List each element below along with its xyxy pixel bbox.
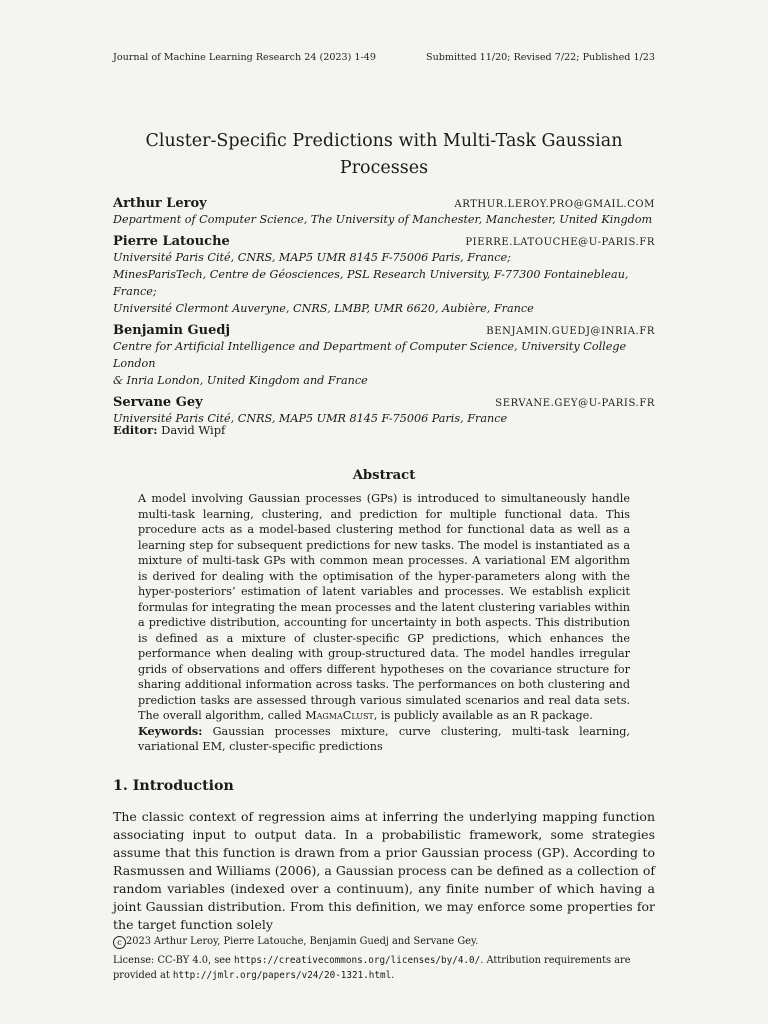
author-affiliation: & Inria London, United Kingdom and France [113,374,368,387]
abstract-text-main: A model involving Gaussian processes (GPs) is introduced to simultaneously handle multi-task learning, clustering, and prediction for multiple functional data. This procedure acts as a model-based clustering method for functional data as well as a learning step for subsequent predictions for new tasks. The model is instantiated as a mixture of multi-task GPs with common mean processes. A variational EM algorithm is derived for dealing with the optimisation of the hyper-parameters along with the hyper-posteriors’ estimation of latent variables and processes. We establish explicit formulas for integrating the mean processes and the latent clustering variables within a predictive distribution, accounting for uncertainty in both aspects. This distribution is defined as a mixture of cluster-specific GP predictions, which enhances the performance when dealing with group-structured data. The model handles irregular grids of observations and offers different hypotheses on the covariance structure for sharing additional information across tasks. The performances on both clustering and prediction tasks are assessed through various simulated scenarios and real data sets. The overall algorithm, called [138,492,630,722]
editor-line [113,423,225,437]
author-email[interactable]: BENJAMIN.GUEDJ@INRIA.FR [486,326,655,337]
license-line [113,953,655,983]
copyright-text: 2023 Arthur Leroy, Pierre Latouche, Benjamin Guedj and Servane Gey. [126,936,479,947]
algorithm-name: MagmaClust [305,709,374,722]
author-affiliation: Department of Computer Science, The University of Manchester, Manchester, United Kingdom [113,213,653,226]
copyright-icon: c [113,936,126,949]
license-prefix: License: CC-BY 4.0, see [113,955,234,966]
intro-body [113,808,655,934]
intro-paragraph: The classic context of regression aims at inferring the underlying mapping function associating input to output data. In a probabilistic framework, some strategies assume that this function is drawn from a prior Gaussian process (GP). According to Rasmussen and Williams (2006), a Gaussian process can be defined as a collection of random variables (indexed over a continuum), any finite number of which having a joint Gaussian distribution. From this definition, we may enforce some properties for the target function solely [113,809,655,932]
title-line-2: Processes [339,158,429,178]
author-name: Servane Gey [113,395,203,410]
author-affiliation: Université Paris Cité, CNRS, MAP5 UMR 8145 F-75006 Paris, France; [113,251,511,264]
author-email[interactable]: SERVANE.GEY@U-PARIS.FR [495,398,655,409]
abstract-text-end: , is publicly available as an R package. [373,709,593,722]
keywords-label: Keywords: [138,723,203,738]
author-block [113,196,655,433]
paper-title [120,128,648,182]
author-name: Benjamin Guedj [113,323,231,338]
author-affiliation: Université Clermont Auveryne, CNRS, LMBP, UMR 6620, Aubière, France [113,302,534,315]
author-name: Arthur Leroy [113,196,207,211]
editor-name: David Wipf [161,423,226,437]
copyright-line [113,934,655,949]
author-affiliation: Université Paris Cité, CNRS, MAP5 UMR 8145 F-75006 Paris, France [113,412,508,425]
title-line-1: Cluster-Specific Predictions with Multi-Task Gaussian [145,131,623,151]
author-entry [113,323,655,389]
editor-label: Editor: [113,423,158,437]
license-mid: . Attribution requirements are provided at [113,955,631,981]
running-head [113,52,655,63]
author-entry [113,196,655,228]
keywords-list: Gaussian processes mixture, curve clustering, multi-task learning, variational EM, cluster-specific predictions [138,724,630,753]
abstract-heading: Abstract [352,468,416,483]
paper-link[interactable]: http://jmlr.org/papers/v24/20-1321.html [172,970,392,981]
abstract-text [138,491,630,724]
author-email[interactable]: PIERRE.LATOUCHE@U-PARIS.FR [465,237,655,248]
license-link[interactable]: https://creativecommons.org/licenses/by/4.0/ [233,955,481,966]
footnote-block [113,934,655,983]
section-heading: 1. Introduction [113,778,234,794]
author-name: Pierre Latouche [113,234,230,249]
author-entry [113,234,655,317]
author-affiliation: Centre for Artificial Intelligence and Department of Computer Science, University College London [113,340,627,370]
publication-dates: Submitted 11/20; Revised 7/22; Published 1/23 [426,52,655,63]
keywords [138,724,630,755]
author-affiliation: MinesParisTech, Centre de Géosciences, PSL Research University, F-77300 Fontainebleau, France; [113,268,629,298]
abstract-body [138,491,630,755]
author-email[interactable]: ARTHUR.LEROY.PRO@GMAIL.COM [454,199,655,210]
journal-citation: Journal of Machine Learning Research 24 (2023) 1-49 [113,52,376,63]
license-end: . [391,970,395,981]
